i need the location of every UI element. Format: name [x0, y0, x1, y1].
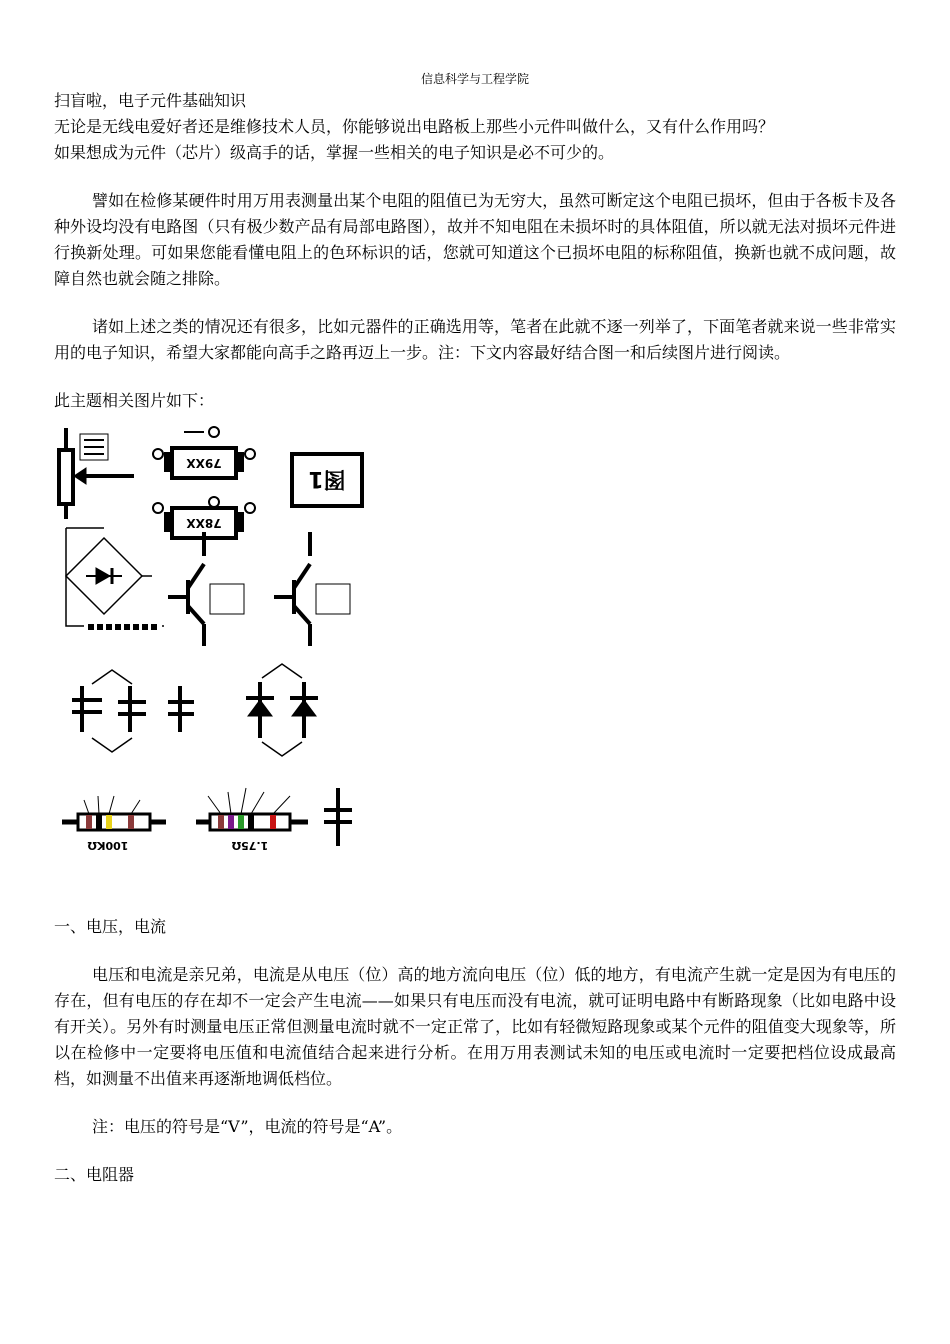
regulator-79xx: [153, 427, 255, 478]
figure-caption: 此主题相关图片如下：: [54, 391, 215, 410]
color-band-resistor-2: [196, 788, 308, 852]
doc-title: 扫盲啦，电子元件基础知识: [54, 91, 247, 110]
reg1-label: 79XX: [186, 456, 222, 470]
page-header: 信息科学与工程学院: [420, 72, 529, 86]
components-diagram: [54, 424, 376, 854]
paragraph-2: 诸如上述之类的情况还有很多，比如元器件的正确选用等，笔者在此就不逐一列举了，下面笔者就来说一些非常实用的电子知识，希望大家都能向高手之路再迈上一步。注：下文内容最好结合图一和后续图片进行阅读。: [54, 317, 896, 362]
bridge-rectifier-symbol: [66, 528, 164, 634]
intro-line-2: 如果想成为元件（芯片）级高手的话，掌握一些相关的电子知识是必不可少的。: [54, 143, 615, 162]
paragraph-3: 电压和电流是亲兄弟，电流是从电压（位）高的地方流向电压（位）低的地方，有电流产生就一定是因为有电压的存在，但有电压的存在却不一定会产生电流——如果只有电压而没有电流，就可证明电路中有断路现象（比如电路中设有开关）。另外有时测量电压正常但测量电流时就不一定正常了，比如有轻微短路现象或某个元件的阻值变大现象等，所以在检修中一定要将电压值和电流值结合起来进行分析。在用万用表测试未知的电压或电流时一定要把档位设成最高档，如测量不出值来再逐渐地调低档位。: [54, 965, 896, 1088]
color-band-resistor-1: [62, 796, 166, 852]
resistor-symbol: [324, 788, 352, 846]
section-1-title: 一、电压，电流: [54, 917, 167, 936]
figure-label-text: 图1: [308, 466, 346, 491]
capacitor-symbols: [72, 670, 194, 752]
pnp-transistor-symbol: [274, 532, 350, 646]
regulator-78xx: [153, 497, 255, 538]
note-paragraph: 注：电压的符号是“V”，电流的符号是“A”。: [92, 1117, 403, 1136]
section-2-title: 二、电阻器: [54, 1165, 135, 1184]
document-body: [54, 88, 896, 1188]
npn-transistor-symbol: [168, 532, 244, 646]
paragraph-1: 譬如在检修某硬件时用万用表测量出某个电阻的阻值已为无穷大，虽然可断定这个电阻已损坏，但由于各板卡及各种外设均没有电路图（只有极少数产品有局部电路图），故并不知电阻在未损坏时的具体阻值，所以就无法对损坏元件进行换新处理。可如果您能看懂电阻上的色环标识的话，您就可知道这个已损坏电阻的标称阻值，换新也就不成问题，故障自然也就会随之排除。: [54, 191, 896, 288]
components-figure: [54, 424, 376, 854]
intro-line-1: 无论是无线电爱好者还是维修技术人员，你能够说出电路板上那些小元件叫做什么，又有什么作用吗？: [54, 117, 775, 136]
potentiometer-symbol: [59, 428, 134, 519]
resistor-1-value: 100KΩ: [87, 839, 129, 852]
figure-label-box: [292, 454, 362, 506]
diode-symbols: [246, 664, 318, 756]
reg2-label: 78XX: [186, 516, 222, 530]
resistor-2-value: 1.75Ω: [231, 839, 269, 852]
